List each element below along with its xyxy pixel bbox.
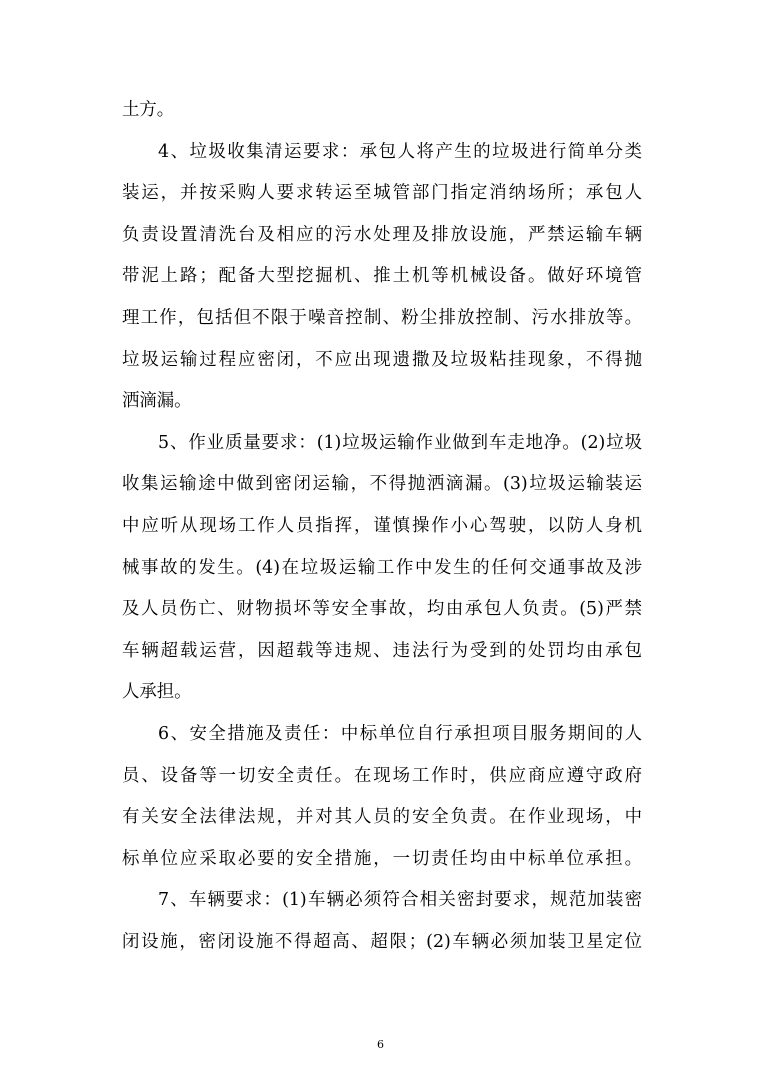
text-line: 理工作，包括但不限于噪音控制、粉尘排放控制、污水排放等。 [122,308,642,328]
text-line: 装运，并按采购人要求转运至城管部门指定消纳场所；承包人 [122,183,642,203]
text-line: 有关安全法律法规，并对其人员的安全负责。在作业现场，中 [122,807,642,827]
text-line: 车辆超载运营，因超载等违规、违法行为受到的处罚均由承包 [122,641,642,661]
text-line: 收集运输途中做到密闭运输，不得抛洒滴漏。(3)垃圾运输装运 [122,474,642,494]
text-line: 标单位应采取必要的安全措施，一切责任均由中标单位承担。 [122,849,642,869]
text-line: 垃圾运输过程应密闭，不应出现遗撒及垃圾粘挂现象，不得抛 [122,350,642,370]
page-number: 6 [377,1038,384,1051]
text-line: 中应听从现场工作人员指挥，谨慎操作小心驾驶，以防人身机 [122,516,642,536]
text-line: 洒滴漏。 [122,391,192,411]
text-line: 人承担。 [122,682,192,702]
text-line: 闭设施，密闭设施不得超高、超限；(2)车辆必须加装卫星定位 [122,932,642,952]
text-line: 员、设备等一切安全责任。在现场工作时，供应商应遵守政府 [122,766,642,786]
text-line: 7、车辆要求：(1)车辆必须符合相关密封要求，规范加装密 [158,890,642,910]
text-line: 土方。 [122,100,175,120]
text-line: 5、作业质量要求：(1)垃圾运输作业做到车走地净。(2)垃圾 [158,433,642,453]
text-line: 带泥上路；配备大型挖掘机、推土机等机械设备。做好环境管 [122,266,642,286]
text-line: 负责设置清洗台及相应的污水处理及排放设施，严禁运输车辆 [122,225,642,245]
text-line: 及人员伤亡、财物损坏等安全事故，均由承包人负责。(5)严禁 [122,599,642,619]
text-line: 械事故的发生。(4)在垃圾运输工作中发生的任何交通事故及涉 [122,558,642,578]
text-line: 4、垃圾收集清运要求：承包人将产生的垃圾进行简单分类 [158,142,642,162]
text-line: 6、安全措施及责任：中标单位自行承担项目服务期间的人 [158,724,642,744]
